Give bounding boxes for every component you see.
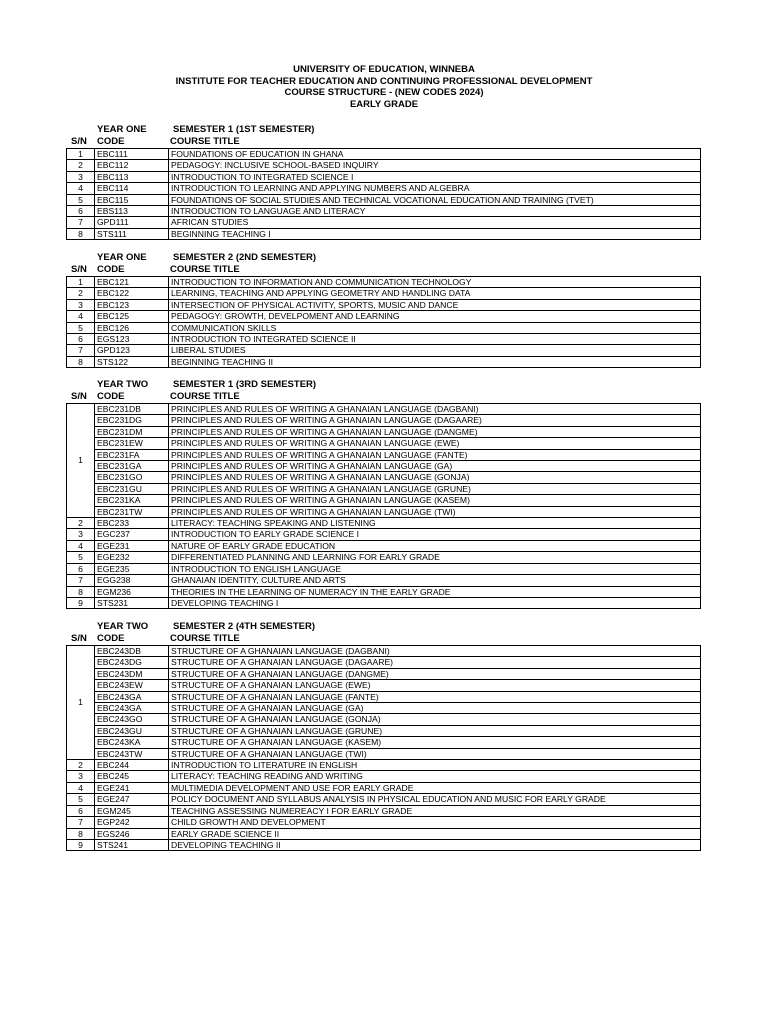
course-code: EBC233 [95,518,169,529]
university-name: UNIVERSITY OF EDUCATION, WINNEBA [293,64,475,75]
course-title: LITERACY: TEACHING SPEAKING AND LISTENING [169,518,701,529]
serial-number: 7 [67,345,95,356]
serial-number: 2 [67,288,95,299]
course-title: STRUCTURE OF A GHANAIAN LANGUAGE (GA) [169,703,701,714]
course-title: FOUNDATIONS OF SOCIAL STUDIES AND TECHNICAL VOCATIONAL EDUCATION AND TRAINING (TVET) [169,194,701,205]
table-row [67,149,701,160]
table-row [67,495,701,506]
section-header [66,252,701,276]
course-code: EBC243KA [95,737,169,748]
institute-name: INSTITUTE FOR TEACHER EDUCATION AND CONTINUING PROFESSIONAL DEVELOPMENT [175,75,593,87]
table-row [67,194,701,205]
table-row [67,597,701,608]
table-row [67,345,701,356]
course-title: BEGINNING TEACHING I [169,228,701,239]
course-code: EBC243DB [95,646,169,657]
course-title: PRINCIPLES AND RULES OF WRITING A GHANAIAN LANGUAGE (EWE) [169,438,701,449]
table-row [67,404,701,415]
course-code: EBC231GO [95,472,169,483]
course-code: STS231 [95,597,169,608]
course-title: PEDAGOGY: INCLUSIVE SCHOOL-BASED INQUIRY [169,160,701,171]
course-code: EGM236 [95,586,169,597]
table-row [67,426,701,437]
course-title: PRINCIPLES AND RULES OF WRITING A GHANAIAN LANGUAGE (KASEM) [169,495,701,506]
serial-number: 9 [67,597,95,608]
table-row [67,228,701,239]
course-title: STRUCTURE OF A GHANAIAN LANGUAGE (EWE) [169,680,701,691]
table-row [67,817,701,828]
table-row [67,288,701,299]
course-title: FOUNDATIONS OF EDUCATION IN GHANA [169,149,701,160]
course-code: EBC111 [95,149,169,160]
course-title: LITERACY: TEACHING READING AND WRITING [169,771,701,782]
document-title: COURSE STRUCTURE - (NEW CODES 2024) [284,87,484,98]
course-code: EBC125 [95,311,169,322]
section-header [66,124,701,148]
column-header-code: CODE [97,391,125,402]
serial-number: 5 [67,552,95,563]
course-title: PRINCIPLES AND RULES OF WRITING A GHANAIAN LANGUAGE (DAGBANI) [169,404,701,415]
table-row [67,691,701,702]
year-label: YEAR TWO [97,621,149,632]
serial-number: 4 [67,311,95,322]
course-table [66,148,701,240]
course-title: INTRODUCTION TO EARLY GRADE SCIENCE I [169,529,701,540]
course-title: EARLY GRADE SCIENCE II [169,828,701,839]
table-row [67,334,701,345]
course-title: STRUCTURE OF A GHANAIAN LANGUAGE (DAGBANI) [169,646,701,657]
course-code: EGE231 [95,540,169,551]
serial-number: 6 [67,334,95,345]
serial-number: 1 [67,646,95,760]
course-code: EBC231GU [95,483,169,494]
serial-number: 8 [67,586,95,597]
table-row [67,171,701,182]
course-title: STRUCTURE OF A GHANAIAN LANGUAGE (KASEM) [169,737,701,748]
course-code: EBC243GO [95,714,169,725]
serial-number: 6 [67,805,95,816]
year-label: YEAR TWO [97,379,149,390]
column-header-title: COURSE TITLE [170,633,240,644]
course-title: AFRICAN STUDIES [169,217,701,228]
serial-number: 5 [67,194,95,205]
table-row [67,472,701,483]
table-row [67,646,701,657]
section-header [66,621,701,645]
course-title: DEVELOPING TEACHING II [169,839,701,850]
year-label: YEAR ONE [97,124,147,135]
course-section [66,621,701,851]
course-code: EBC243GA [95,703,169,714]
table-row [67,277,701,288]
course-title: INTRODUCTION TO INTEGRATED SCIENCE I [169,171,701,182]
course-title: LIBERAL STUDIES [169,345,701,356]
course-code: EBC231KA [95,495,169,506]
column-header-code: CODE [97,136,125,147]
course-title: DIFFERENTIATED PLANNING AND LEARNING FOR EARLY GRADE [169,552,701,563]
course-title: INTRODUCTION TO ENGLISH LANGUAGE [169,563,701,574]
course-title: PRINCIPLES AND RULES OF WRITING A GHANAIAN LANGUAGE (FANTE) [169,449,701,460]
table-row [67,782,701,793]
column-header-title: COURSE TITLE [170,264,240,275]
table-row [67,299,701,310]
course-title: PRINCIPLES AND RULES OF WRITING A GHANAIAN LANGUAGE (DAGAARE) [169,415,701,426]
table-row [67,206,701,217]
serial-number: 4 [67,183,95,194]
serial-number: 2 [67,760,95,771]
course-section [66,379,701,609]
table-row [67,518,701,529]
course-code: EGE247 [95,794,169,805]
course-code: EBC243EW [95,680,169,691]
table-row [67,311,701,322]
course-code: EBC231DB [95,404,169,415]
course-code: STS122 [95,356,169,367]
serial-number: 7 [67,575,95,586]
table-row [67,760,701,771]
section-header [66,379,701,403]
course-code: EBC112 [95,160,169,171]
course-code: EBC243DM [95,668,169,679]
course-title: PEDAGOGY: GROWTH, DEVELPOMENT AND LEARNING [169,311,701,322]
course-title: INTRODUCTION TO INTEGRATED SCIENCE II [169,334,701,345]
table-row [67,322,701,333]
course-section [66,124,701,240]
course-code: EBC231EW [95,438,169,449]
table-row [67,839,701,850]
serial-number: 8 [67,356,95,367]
course-title: PRINCIPLES AND RULES OF WRITING A GHANAIAN LANGUAGE (GONJA) [169,472,701,483]
table-row [67,483,701,494]
course-title: PRINCIPLES AND RULES OF WRITING A GHANAIAN LANGUAGE (GA) [169,461,701,472]
course-code: EBC245 [95,771,169,782]
table-row [67,805,701,816]
course-title: THEORIES IN THE LEARNING OF NUMERACY IN THE EARLY GRADE [169,586,701,597]
course-code: EGE235 [95,563,169,574]
course-table [66,645,701,851]
programme-name: EARLY GRADE [349,98,419,110]
column-header-sn: S/N [71,136,87,147]
course-title: TEACHING ASSESSING NUMEREACY I FOR EARLY GRADE [169,805,701,816]
course-code: EBC115 [95,194,169,205]
course-section [66,252,701,368]
table-row [67,506,701,517]
course-code: EBC243GU [95,725,169,736]
course-title: GHANAIAN IDENTITY, CULTURE AND ARTS [169,575,701,586]
serial-number: 1 [67,404,95,518]
table-row [67,725,701,736]
year-label: YEAR ONE [97,252,147,263]
course-code: EBS113 [95,206,169,217]
course-title: POLICY DOCUMENT AND SYLLABUS ANALYSIS IN PHYSICAL EDUCATION AND MUSIC FOR EARLY GRADE [169,794,701,805]
table-row [67,217,701,228]
course-code: EBC243DG [95,657,169,668]
table-row [67,160,701,171]
column-header-title: COURSE TITLE [170,136,240,147]
serial-number: 2 [67,160,95,171]
serial-number: 6 [67,563,95,574]
table-row [67,415,701,426]
course-code: EBC243GA [95,691,169,702]
course-title: LEARNING, TEACHING AND APPLYING GEOMETRY AND HANDLING DATA [169,288,701,299]
course-title: NATURE OF EARLY GRADE EDUCATION [169,540,701,551]
course-code: EBC231GA [95,461,169,472]
table-row [67,680,701,691]
course-title: INTRODUCTION TO LANGUAGE AND LITERACY [169,206,701,217]
course-code: EGP242 [95,817,169,828]
table-row [67,438,701,449]
table-row [67,657,701,668]
course-title: PRINCIPLES AND RULES OF WRITING A GHANAIAN LANGUAGE (TWI) [169,506,701,517]
column-header-sn: S/N [71,633,87,644]
column-header-code: CODE [97,633,125,644]
course-code: STS111 [95,228,169,239]
serial-number: 5 [67,322,95,333]
course-code: EGE241 [95,782,169,793]
column-header-code: CODE [97,264,125,275]
course-title: DEVELOPING TEACHING I [169,597,701,608]
table-row [67,668,701,679]
course-code: EBC114 [95,183,169,194]
serial-number: 1 [67,149,95,160]
column-header-sn: S/N [71,264,87,275]
serial-number: 8 [67,828,95,839]
table-row [67,748,701,759]
serial-number: 2 [67,518,95,529]
course-title: INTRODUCTION TO INFORMATION AND COMMUNICATION TECHNOLOGY [169,277,701,288]
semester-label: SEMESTER 2 (2ND SEMESTER) [173,252,317,263]
table-row [67,552,701,563]
course-code: EBC243TW [95,748,169,759]
course-code: EBC244 [95,760,169,771]
course-title: MULTIMEDIA DEVELOPMENT AND USE FOR EARLY GRADE [169,782,701,793]
course-table [66,403,701,609]
serial-number: 3 [67,299,95,310]
course-title: CHILD GROWTH AND DEVELOPMENT [169,817,701,828]
table-row [67,828,701,839]
table-row [67,586,701,597]
course-code: GPD123 [95,345,169,356]
serial-number: 4 [67,540,95,551]
serial-number: 8 [67,228,95,239]
table-row [67,575,701,586]
table-row [67,714,701,725]
course-code: EBC121 [95,277,169,288]
document-header [0,64,768,110]
serial-number: 9 [67,839,95,850]
course-code: EGG238 [95,575,169,586]
table-row [67,529,701,540]
course-code: GPD111 [95,217,169,228]
table-row [67,183,701,194]
course-code: EBC231DG [95,415,169,426]
column-header-sn: S/N [71,391,87,402]
course-code: EBC113 [95,171,169,182]
course-code: STS241 [95,839,169,850]
serial-number: 3 [67,771,95,782]
course-code: EBC122 [95,288,169,299]
course-code: EGS123 [95,334,169,345]
course-code: EGS246 [95,828,169,839]
serial-number: 5 [67,794,95,805]
table-row [67,794,701,805]
serial-number: 3 [67,529,95,540]
table-row [67,461,701,472]
course-title: INTRODUCTION TO LEARNING AND APPLYING NUMBERS AND ALGEBRA [169,183,701,194]
course-title: PRINCIPLES AND RULES OF WRITING A GHANAIAN LANGUAGE (DANGME) [169,426,701,437]
serial-number: 1 [67,277,95,288]
course-title: STRUCTURE OF A GHANAIAN LANGUAGE (GRUNE) [169,725,701,736]
semester-label: SEMESTER 1 (3RD SEMESTER) [173,379,317,390]
serial-number: 3 [67,171,95,182]
semester-label: SEMESTER 1 (1ST SEMESTER) [173,124,315,135]
course-title: PRINCIPLES AND RULES OF WRITING A GHANAIAN LANGUAGE (GRUNE) [169,483,701,494]
course-code: EBC231FA [95,449,169,460]
course-title: INTERSECTION OF PHYSICAL ACTIVITY, SPORTS, MUSIC AND DANCE [169,299,701,310]
table-row [67,540,701,551]
course-title: STRUCTURE OF A GHANAIAN LANGUAGE (TWI) [169,748,701,759]
serial-number: 7 [67,217,95,228]
course-code: EGM245 [95,805,169,816]
course-title: STRUCTURE OF A GHANAIAN LANGUAGE (DANGME) [169,668,701,679]
course-code: EGE232 [95,552,169,563]
course-code: EBC126 [95,322,169,333]
table-row [67,737,701,748]
table-row [67,771,701,782]
serial-number: 7 [67,817,95,828]
course-title: STRUCTURE OF A GHANAIAN LANGUAGE (FANTE) [169,691,701,702]
course-title: STRUCTURE OF A GHANAIAN LANGUAGE (GONJA) [169,714,701,725]
serial-number: 4 [67,782,95,793]
course-title: COMMUNICATION SKILLS [169,322,701,333]
course-table [66,276,701,368]
course-title: BEGINNING TEACHING II [169,356,701,367]
table-row [67,703,701,714]
serial-number: 6 [67,206,95,217]
course-code: EBC231DM [95,426,169,437]
course-code: EGC237 [95,529,169,540]
table-row [67,356,701,367]
column-header-title: COURSE TITLE [170,391,240,402]
course-title: INTRODUCTION TO LITERATURE IN ENGLISH [169,760,701,771]
course-code: EBC123 [95,299,169,310]
table-row [67,563,701,574]
course-code: EBC231TW [95,506,169,517]
table-row [67,449,701,460]
semester-label: SEMESTER 2 (4TH SEMESTER) [173,621,315,632]
course-title: STRUCTURE OF A GHANAIAN LANGUAGE (DAGAARE) [169,657,701,668]
